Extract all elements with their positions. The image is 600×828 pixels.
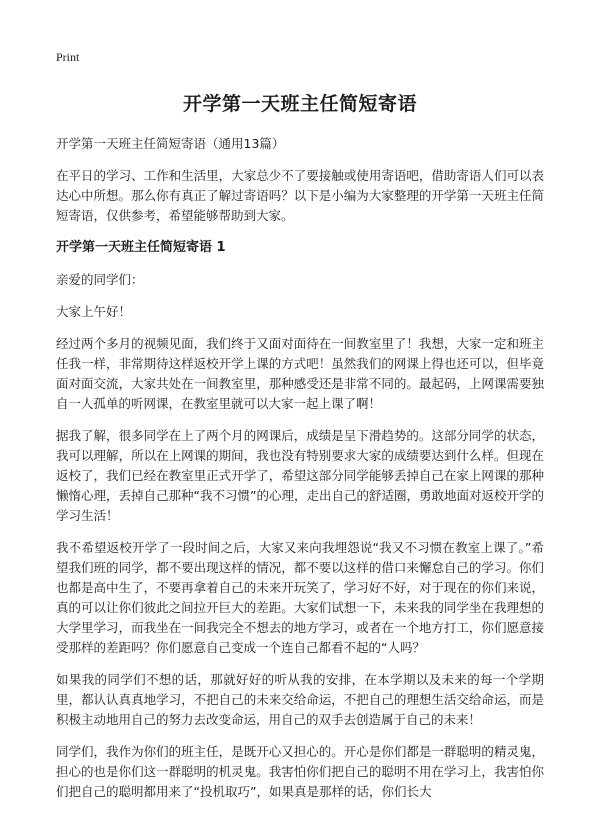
print-link[interactable]: Print [56,50,80,64]
intro-paragraph: 在平日的学习、工作和生活里，大家总少不了要接触或使用寄语吧，借助寄语人们可以表达心中所想。那么你有真正了解过寄语吗？以下是小编为大家整理的开学第一天班主任简短寄语，仅供参考，希望能够帮助到大家。 [56,168,544,223]
body-paragraph: 据我了解，很多同学在上了两个月的网课后，成绩是呈下滑趋势的。这部分同学的状态，我可以理解，所以在上网课的期间，我也没有特别要求大家的成绩要达到什么样。但现在返校了，我们已经在教室里正式开学了，希望这部分同学能够丢掉自己在家上网课的那种懒惰心理，丢掉自己那种“我不习惯”的心理，走出自己的舒适圈，勇敢地面对返校开学的学习生活！ [56,428,544,523]
subtitle: 开学第一天班主任简短寄语（通用13篇） [56,136,285,151]
salutation: 亲爱的同学们： [56,272,144,287]
section-heading: 开学第一天班主任简短寄语 1 [56,240,226,255]
body-paragraph: 如果我的同学们不想的话，那就好好的听从我的安排，在本学期以及未来的每一个学期里，都认认真真地学习，不把自己的未来交给命运，不把自己的理想生活交给命运，而是积极主动地用自己的努力去改变命运，用自己的双手去创造属于自己的未来！ [56,672,544,727]
body-paragraph: 同学们，我作为你们的班主任，是既开心又担心的。开心是你们都是一群聪明的精灵鬼，担心的也是你们这一群聪明的机灵鬼。我害怕你们把自己的聪明不用在学习上，我害怕你们把自己的聪明都用来了“投机取巧”，如果真是那样的话，你们长大 [56,744,544,799]
body-paragraph: 经过两个多月的视频见面，我们终于又面对面待在一间教室里了！我想，大家一定和班主任我一样，非常期待这样返校开学上课的方式吧！虽然我们的网课上得也还可以，但毕竟面对面交流，大家共处在一间教室里，那种感受还是非常不同的。最起码，上网课需要独自一人孤单的听网课，在教室里就可以大家一起上课了啊！ [56,336,544,411]
page-title: 开学第一天班主任简短寄语 [182,93,417,115]
greeting: 大家上午好！ [56,304,132,319]
body-paragraph: 我不希望返校开学了一段时间之后，大家又来向我埋怨说“我又不习惯在教室上课了。”希望我们班的同学，都不要出现这样的情况，都不要以这样的借口来懈怠自己的学习。你们也都是高中生了，不要再拿着自己的未来开玩笑了，学习好不好，对于现在的你们来说，真的可以让你们彼此之间拉开巨大的差距。大家们试想一下，未来我的同学坐在我理想的大学里学习，而我坐在一间我完全不想去的地方学习，或者在一个地方打工，你们愿意接受那样的差距吗？你们愿意自己变成一个连自己都看不起的“人吗？ [56,540,544,655]
